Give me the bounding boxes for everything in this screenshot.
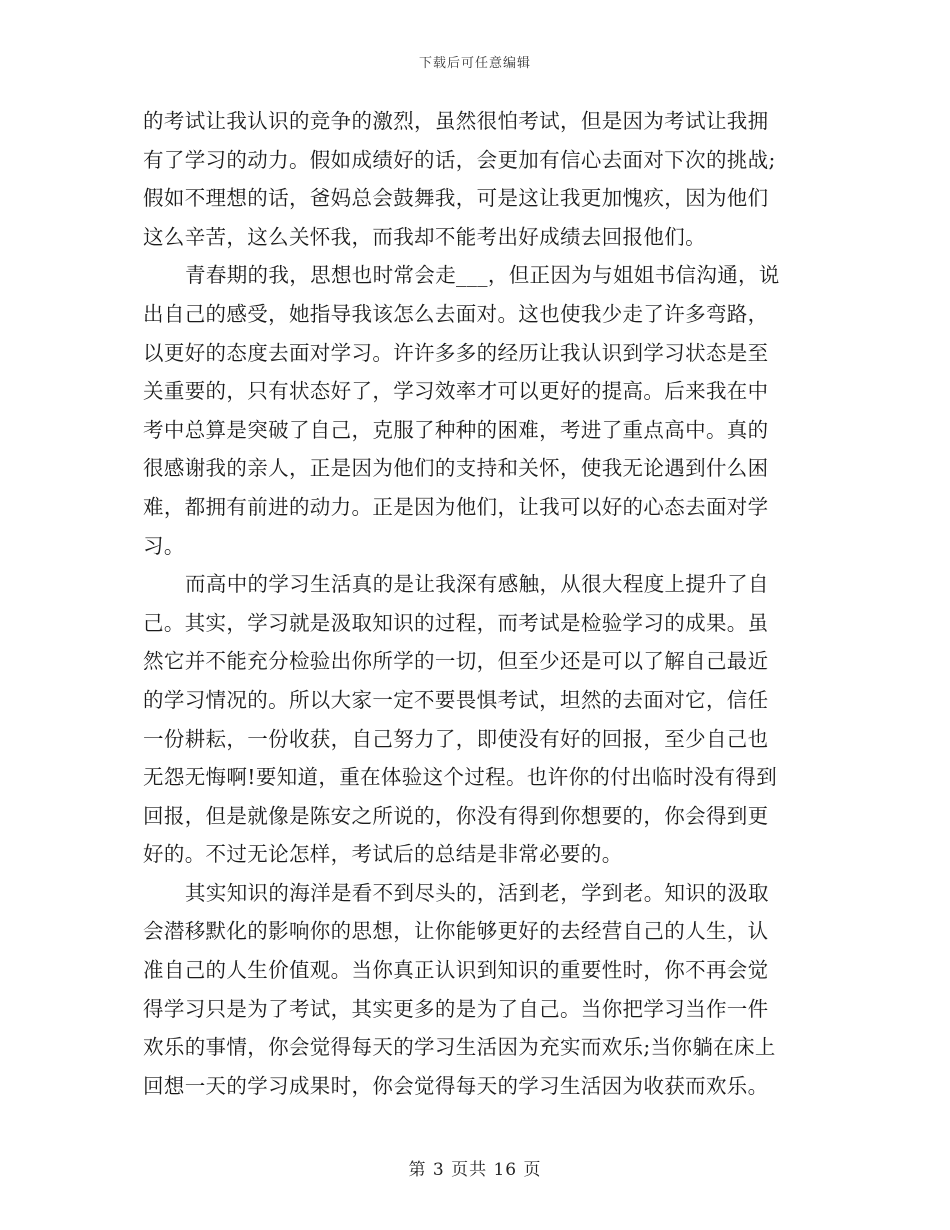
text-line: 会潜移默化的影响你的思想，让你能够更好的去经营自己的人生，认: [143, 919, 769, 944]
text-line: 而高中的学习生活真的是让我深有感触，从很大程度上提升了自: [185, 572, 769, 597]
text-line: 得学习只是为了考试，其实更多的是为了自己。当你把学习当作一件: [143, 996, 769, 1021]
text-line: 然它并不能充分检验出你所学的一切，但至少还是可以了解自己最近: [143, 649, 769, 674]
text-line: 其实知识的海洋是看不到尽头的，活到老，学到老。知识的汲取: [185, 880, 769, 905]
text-line: 有了学习的动力。假如成绩好的话，会更加有信心去面对下次的挑战;: [143, 147, 776, 172]
text-line: 关重要的，只有状态好了，学习效率才可以更好的提高。后来我在中: [143, 379, 769, 404]
document-body: [143, 102, 807, 1105]
text-line: 难，都拥有前进的动力。正是因为他们，让我可以好的心态去面对学: [143, 494, 769, 519]
paragraph: [143, 102, 807, 256]
text-line: 准自己的人生价值观。当你真正认识到知识的重要性时，你不再会觉: [143, 958, 769, 983]
text-line: 青春期的我，思想也时常会走___，但正因为与姐姐书信沟通，说: [185, 263, 780, 288]
text-line: 很感谢我的亲人，正是因为他们的支持和关怀，使我无论遇到什么困: [143, 456, 769, 481]
paragraph: [143, 874, 807, 1106]
text-line: 回报，但是就像是陈安之所说的，你没有得到你想要的，你会得到更: [143, 803, 769, 828]
text-line: 这么辛苦，这么关怀我，而我却不能考出好成绩去回报他们。: [143, 224, 706, 249]
page-footer: 第 3 页共 16 页: [408, 1160, 542, 1180]
text-line: 以更好的态度去面对学习。许许多多的经历让我认识到学习状态是至: [143, 340, 769, 365]
text-line: 好的。不过无论怎样，考试后的总结是非常必要的。: [143, 842, 623, 867]
text-line: 己。其实，学习就是汲取知识的过程，而考试是检验学习的成果。虽: [143, 610, 769, 635]
text-line: 回想一天的学习成果时，你会觉得每天的学习生活因为收获而欢乐。: [143, 1073, 769, 1098]
page-header: 下载后可任意编辑: [418, 56, 531, 71]
text-line: 习。: [143, 533, 185, 558]
paragraph: [143, 256, 807, 565]
text-line: 无怨无悔啊!要知道，重在体验这个过程。也许你的付出临时没有得到: [143, 765, 778, 790]
text-line: 欢乐的事情，你会觉得每天的学习生活因为充实而欢乐;当你躺在床上: [143, 1035, 776, 1060]
paragraph: [143, 565, 807, 874]
text-line: 假如不理想的话，爸妈总会鼓舞我，可是这让我更加愧疚，因为他们: [143, 186, 769, 211]
text-line: 的考试让我认识的竞争的激烈，虽然很怕考试，但是因为考试让我拥: [143, 109, 769, 133]
text-line: 的学习情况的。所以大家一定不要畏惧考试，坦然的去面对它，信任: [143, 687, 769, 712]
text-line: 出自己的感受，她指导我该怎么去面对。这也使我少走了许多弯路，: [143, 301, 769, 326]
text-line: 一份耕耘，一份收获，自己努力了，即使没有好的回报，至少自己也: [143, 726, 769, 751]
text-line: 考中总算是突破了自己，克服了种种的困难，考进了重点高中。真的: [143, 417, 769, 442]
